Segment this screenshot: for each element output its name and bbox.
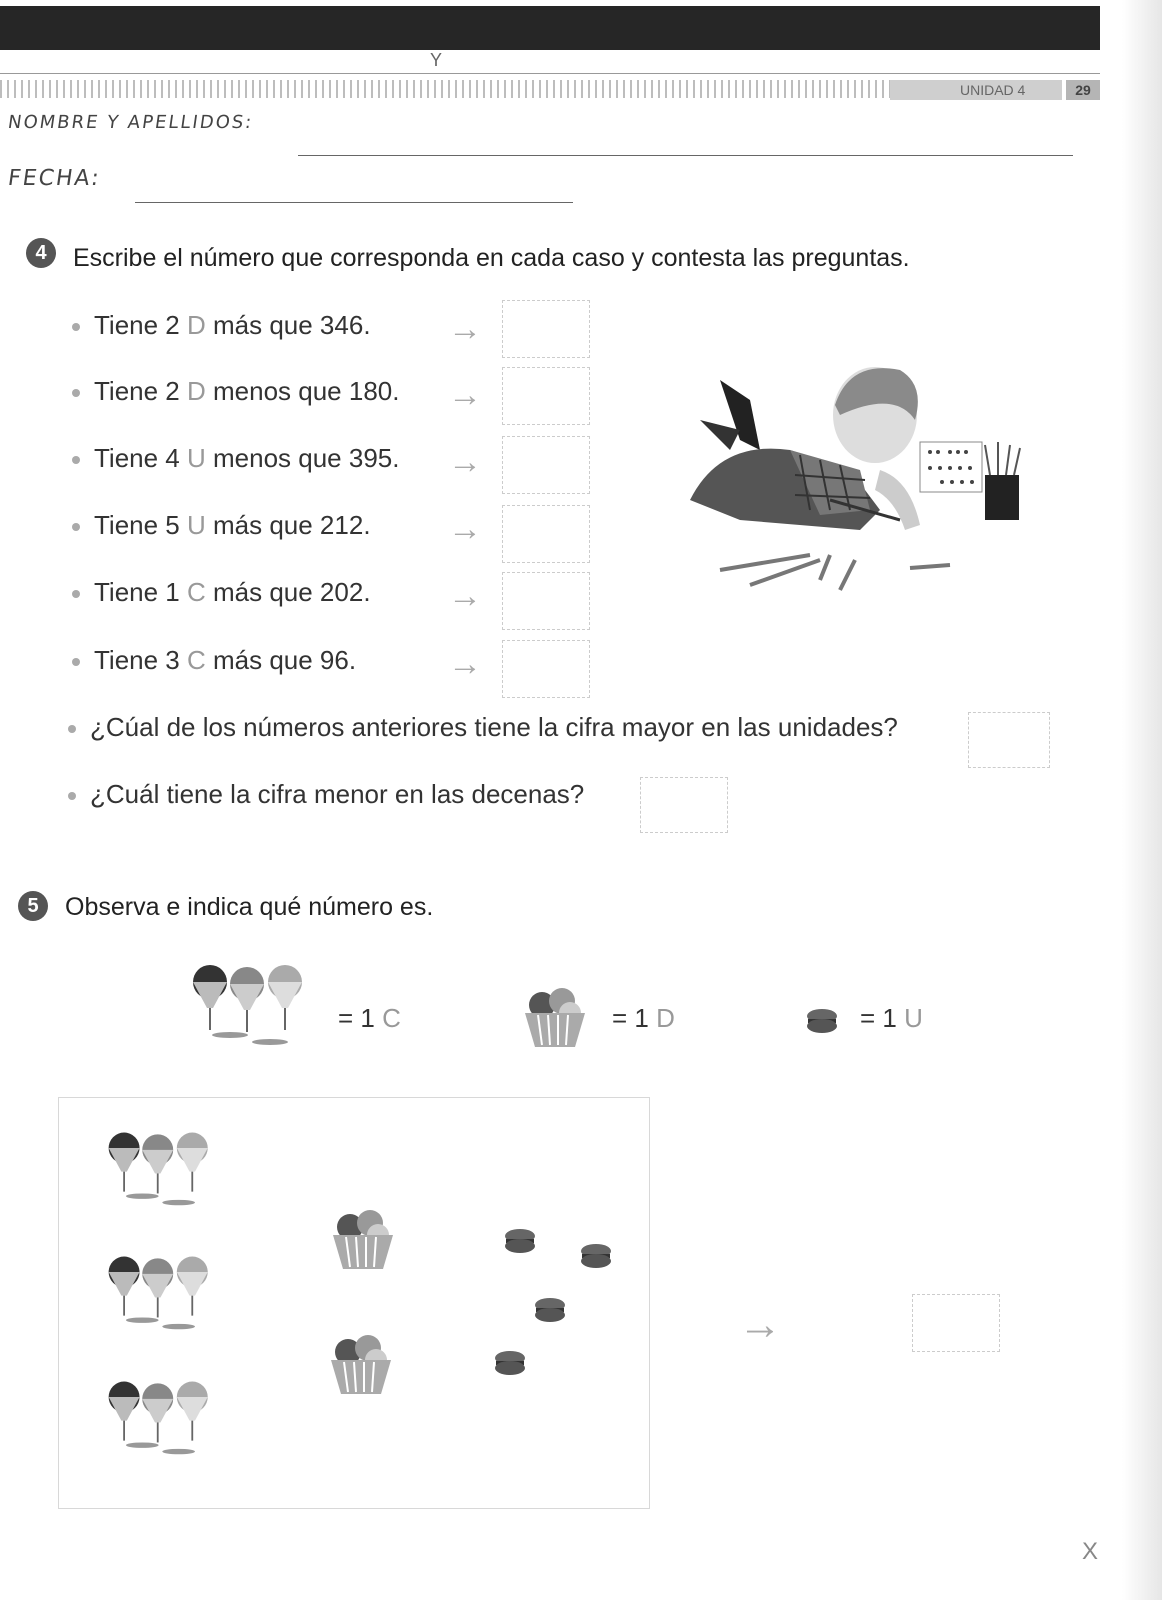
question-row: ¿Cuál tiene la cifra menor en las decenas? <box>68 779 584 810</box>
cups-group-icon <box>95 1252 235 1352</box>
macaron-icon <box>533 1297 567 1323</box>
page-number: 29 <box>1066 80 1100 100</box>
answer-box[interactable] <box>502 505 590 563</box>
item-row: Tiene 2 D más que 346. <box>72 310 371 341</box>
name-field-line[interactable] <box>298 155 1073 156</box>
bullet-dot <box>72 590 80 598</box>
exercise-4-title: Escribe el número que corresponda en cada caso y contesta las preguntas. <box>73 244 910 272</box>
macaron-icon <box>503 1228 537 1254</box>
question-row: ¿Cúal de los números anteriores tiene la cifra mayor en las unidades? <box>68 712 898 743</box>
unit-label: UNIDAD 4 <box>960 82 1026 98</box>
top-dark-bar <box>0 6 1100 50</box>
bullet-dot <box>72 658 80 666</box>
legend-u-label: = 1 U <box>860 1003 923 1033</box>
page-edge-shadow <box>1122 0 1162 1600</box>
answer-box[interactable] <box>502 367 590 425</box>
date-field-line[interactable] <box>135 202 573 203</box>
answer-box[interactable] <box>640 777 728 833</box>
answer-box[interactable] <box>968 712 1050 768</box>
macaron-icon <box>579 1243 613 1269</box>
top-mark: Y <box>430 50 443 70</box>
bowl-icon <box>326 1330 396 1398</box>
answer-box[interactable] <box>502 640 590 698</box>
answer-box[interactable] <box>912 1294 1000 1352</box>
item-row: Tiene 3 C más que 96. <box>72 645 356 676</box>
legend-d-label: = 1 D <box>612 1003 675 1033</box>
header-stripe <box>0 80 890 98</box>
bowl-icon <box>328 1205 398 1273</box>
arrow-icon: → <box>448 577 482 615</box>
exercise-5-badge: 5 <box>18 891 48 921</box>
arrow-icon: → <box>448 645 482 683</box>
answer-box[interactable] <box>502 572 590 630</box>
bullet-dot <box>68 725 76 733</box>
macaron-icon <box>493 1350 527 1376</box>
cups-group-icon <box>95 1128 235 1228</box>
answer-box[interactable] <box>502 436 590 494</box>
item-row: Tiene 4 U menos que 395. <box>72 443 399 474</box>
name-label: NOMBRE Y APELLIDOS: <box>6 112 255 133</box>
exercise-5-title: Observa e indica qué número es. <box>65 893 434 921</box>
date-label: FECHA: <box>6 166 103 191</box>
boy-drawing-illustration <box>680 360 1060 610</box>
bowl-icon <box>520 983 590 1051</box>
item-row: Tiene 2 D menos que 180. <box>72 376 399 407</box>
cups-group-icon <box>95 1377 235 1477</box>
item-row: Tiene 1 C más que 202. <box>72 577 371 608</box>
legend-c-label: = 1 C <box>338 1003 401 1033</box>
arrow-icon: → <box>448 376 482 414</box>
bullet-dot <box>68 792 76 800</box>
answer-box[interactable] <box>502 300 590 358</box>
footer-mark: X <box>1082 1538 1099 1565</box>
bullet-dot <box>72 456 80 464</box>
exercise-4-badge: 4 <box>26 238 56 268</box>
header-rule <box>0 73 1100 74</box>
item-row: Tiene 5 U más que 212. <box>72 510 371 541</box>
arrow-icon: → <box>448 443 482 481</box>
bullet-dot <box>72 323 80 331</box>
bullet-dot <box>72 523 80 531</box>
macaron-icon <box>805 1008 839 1034</box>
arrow-icon: → <box>448 510 482 548</box>
cups-group-icon <box>185 960 325 1070</box>
bullet-dot <box>72 389 80 397</box>
arrow-icon: → <box>738 1300 782 1349</box>
arrow-icon: → <box>448 310 482 348</box>
